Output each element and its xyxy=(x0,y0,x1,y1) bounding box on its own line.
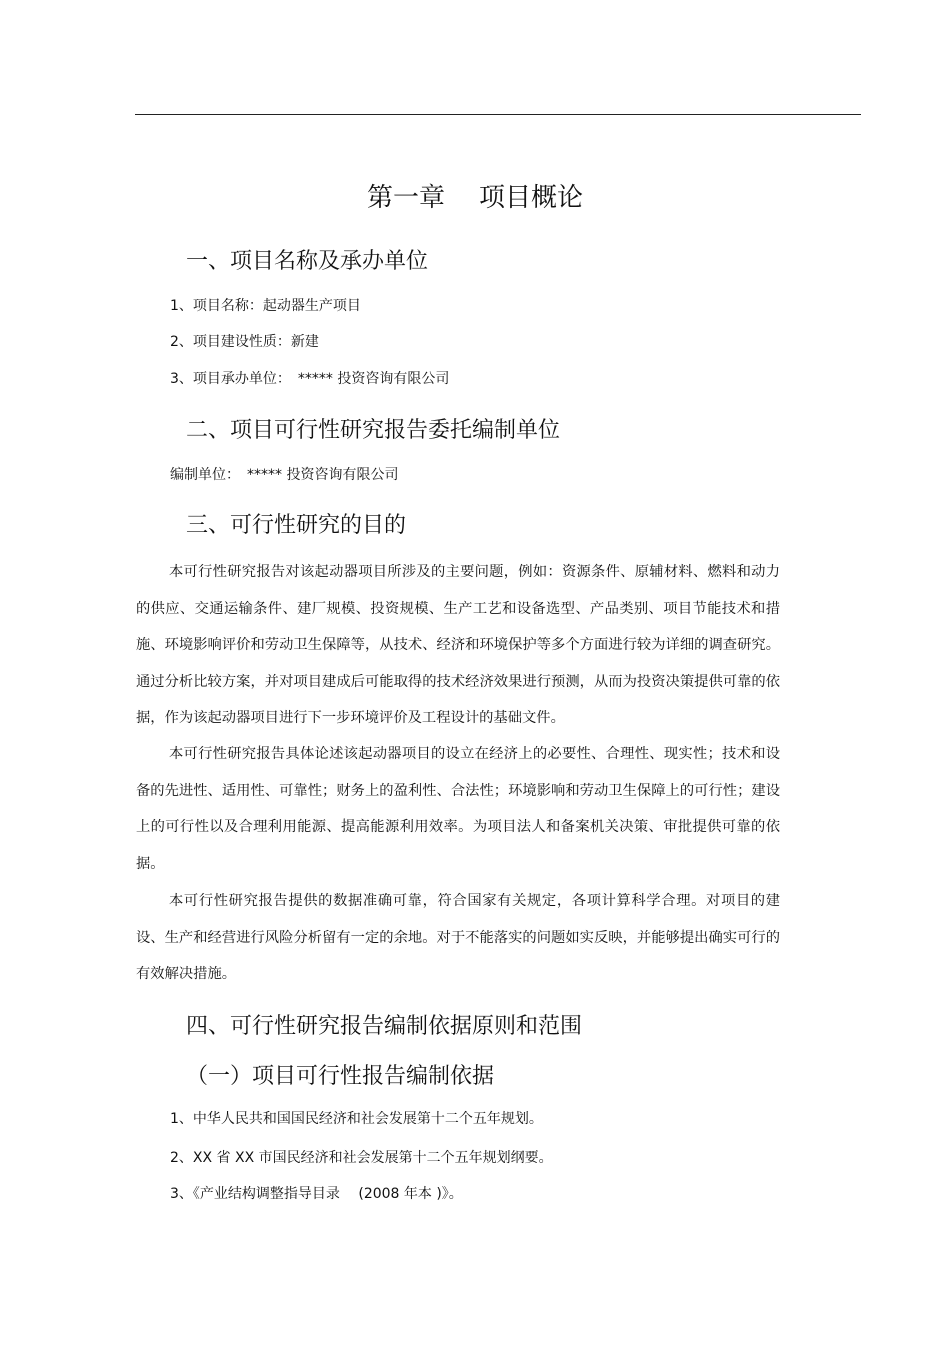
basis-item-2: 2、XX 省 XX 市国民经济和社会发展第十二个五年规划纲要。 xyxy=(170,1150,553,1166)
header-rule xyxy=(135,114,861,115)
purpose-paragraph-1: 本可行性研究报告对该起动器项目所涉及的主要问题，例如：资源条件、原辅材料、燃料和动力的供应、交通运输条件、建厂规模、投资规模、生产工艺和设备选型、产品类别、项目节能技术和措施、环境影响评价和劳动卫生保障等，从技术、经济和环境保护等多个方面进行较为详细的调查研究。通过分析比较方案，并对项目建成后可能取得的技术经济效果进行预测，从而为投资决策提供可靠的依据，作为该起动器项目进行下一步环境评价及工程设计的基础文件。 xyxy=(136,564,780,726)
chapter-title xyxy=(0,178,950,218)
purpose-paragraph-2: 本可行性研究报告具体论述该起动器项目的设立在经济上的必要性、合理性、现实性；技术和设备的先进性、适用性、可靠性；财务上的盈利性、合法性；环境影响和劳动卫生保障上的可行性；建设上的可行性以及合理利用能源、提高能源利用效率。为项目法人和备案机关决策、审批提供可靠的依据。 xyxy=(136,746,780,872)
chapter-number: 第一章 xyxy=(366,183,445,213)
chapter-name: 项目概论 xyxy=(479,183,584,213)
compiler-line: 编制单位： ***** 投资咨询有限公司 xyxy=(170,467,399,483)
section-4-heading: 四、可行性研究报告编制依据原则和范围 xyxy=(186,1014,583,1039)
section-1-heading: 一、项目名称及承办单位 xyxy=(186,249,429,274)
project-organizer-item: 3、项目承办单位： ***** 投资咨询有限公司 xyxy=(170,371,450,387)
section-3-heading: 三、可行性研究的目的 xyxy=(186,513,407,538)
purpose-paragraph-3: 本可行性研究报告提供的数据准确可靠，符合国家有关规定，各项计算科学合理。对项目的建设、生产和经营进行风险分析留有一定的余地。对于不能落实的问题如实反映，并能够提出确实可行的有效解决措施。 xyxy=(136,893,780,982)
section-2-heading: 二、项目可行性研究报告委托编制单位 xyxy=(186,418,561,443)
section-4-subheading: （一）项目可行性报告编制依据 xyxy=(186,1064,495,1089)
basis-item-1: 1、中华人民共和国国民经济和社会发展第十二个五年规划。 xyxy=(170,1111,543,1127)
project-name-item: 1、项目名称：起动器生产项目 xyxy=(170,298,361,314)
basis-item-3: 3、《产业结构调整指导目录 (2008 年本 )》。 xyxy=(170,1186,463,1202)
project-nature-item: 2、项目建设性质：新建 xyxy=(170,334,319,350)
